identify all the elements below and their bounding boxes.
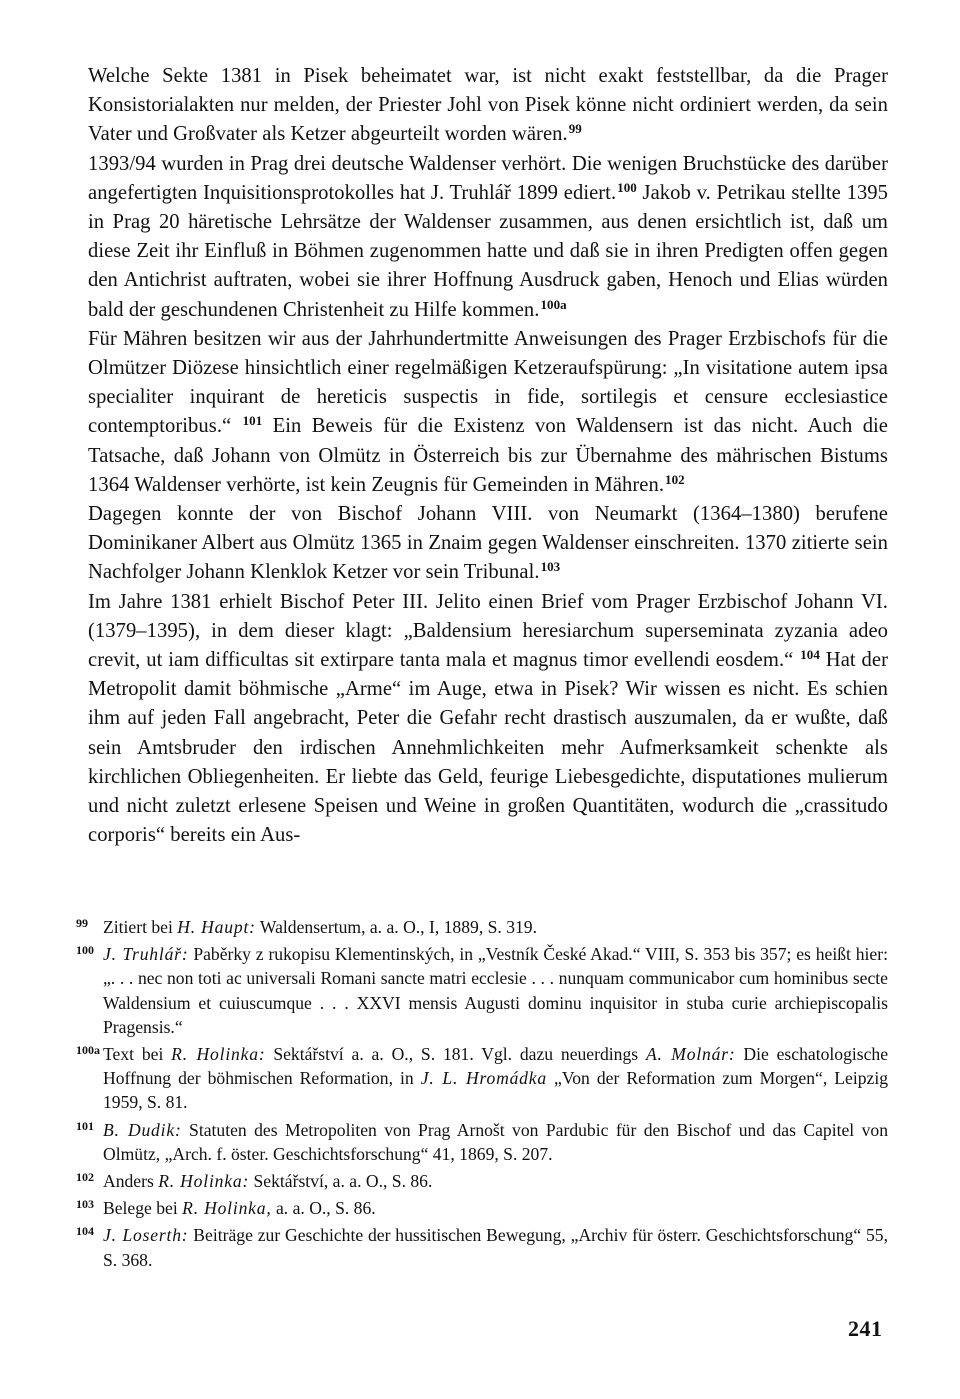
text-run: Belege bei	[103, 1198, 183, 1219]
text-run: Die eschatologische Hoffnung der böhmischen Reformation, in	[103, 1044, 889, 1089]
author-name: J. Loserth:	[103, 1225, 189, 1246]
footnote-reference: 100a	[540, 296, 567, 312]
footnote	[76, 915, 888, 939]
text-run: Paběrky z rukopisu Klementinských, in „Vestník České Akad.“ VIII, S. 353 bis 357; es heißt hier: „. . . nec non toti ac universali Romani sancte matri ecclesie . . . nunquam communicabor cum hominibus secte Waldensium et cuiuscumque . . . XXVI mensis Augusti dominu inquisitor in stuba curie archiepiscopalis Pragensis.“	[103, 944, 888, 1037]
text-run: Welche Sekte 1381 in Pisek beheimatet war, ist nicht exakt feststellbar, da die Prager Konsistorialakten nur melden, der Priester Johl von Pisek könne nicht ordiniert werden, da sein Vater und Großvater als Ketzer abgeurteilt worden wären.	[88, 65, 888, 146]
author-name: A. Molnár:	[645, 1044, 736, 1065]
text-run: Jakob v. Petrikau stellte 1395 in Prag 20 häretische Lehrsätze der Waldenser zusammen, aus denen ersichtlich ist, daß um diese Zeit ihr Einfluß in Böhmen zugenommen hatte und daß sie in ihren Predigten offen gegen den Antichrist auftraten, wobei sie ihrer Hoffnung Ausdruck gaben, Henoch und Elias würden bald der geschundenen Christenheit zu Hilfe kommen.	[88, 181, 888, 321]
text-run: Text bei	[103, 1044, 172, 1065]
footnote-number: 103	[76, 1197, 94, 1212]
footnote	[76, 1196, 888, 1220]
footnotes-block	[76, 915, 888, 1275]
author-name: R. Holinka:	[158, 1171, 250, 1192]
text-run: Sektářství, a. a. O., S. 86.	[249, 1171, 433, 1192]
footnote	[76, 1118, 888, 1166]
footnote-number: 99	[76, 916, 88, 930]
footnote-reference: 102	[665, 471, 685, 487]
footnote	[76, 1169, 888, 1193]
main-text-block	[88, 62, 888, 850]
author-name: H. Haupt:	[177, 917, 256, 937]
footnote-number: 104	[76, 1224, 94, 1239]
author-name: B. Dudik:	[103, 1119, 182, 1140]
footnote-reference: 103	[540, 559, 561, 575]
text-run: Hat der Metropolit damit böhmische „Arme“ im Auge, etwa in Pisek? Wir wissen es nicht. Es schien ihm auf jeden Fall angebracht, Peter die Gefahr recht drastisch auszumalen, da er wußte, daß sein Amtsbruder den irdischen Annehmlichkeiten mehr Aufmerksamkeit schenkte als kirchlichen Obliegenheiten. Er liebte das Geld, feurige Liebesgedichte, disputationes mulierum und nicht zuletzt erlesene Speisen und Weine in großen Quantitäten, wodurch die „crassitudo corporis“ bereits ein Aus-	[88, 649, 888, 847]
text-run: Sektářství a. a. O., S. 181. Vgl. dazu neuerdings	[265, 1044, 646, 1065]
footnote	[76, 1042, 888, 1115]
body-paragraph	[88, 588, 888, 851]
body-paragraph	[88, 500, 888, 588]
text-run: 1393/94 wurden in Prag drei deutsche Waldenser verhört. Die wenigen Bruchstücke des darüber angefertigten Inquisitionsprotokolles hat J. Truhlář 1899 ediert.	[88, 152, 888, 204]
footnote-number: 101	[76, 1118, 94, 1133]
footnote-number: 100a	[76, 1043, 100, 1058]
footnote	[76, 1223, 888, 1271]
text-run: Für Mähren besitzen wir aus der Jahrhundertmitte Anweisungen des Prager Erzbischofs für die Olmützer Diözese hinsichtlich einer regelmäßigen Ketzeraufspürung: „In visitatione autem ipsa specialiter inquirant de hereticis suspectis in fide, sortilegis et censure ecclesiastice contemptoribus.“	[88, 327, 888, 438]
text-run: „Von der Reformation zum Morgen“, Leipzig 1959, S. 81.	[103, 1068, 888, 1113]
text-run: Beiträge zur Geschichte der hussitischen Bewegung, „Archiv für österr. Geschichtsforschung“ 55, S. 368.	[103, 1225, 888, 1270]
author-name: R. Holinka,	[182, 1198, 272, 1219]
author-name: J. Truhlář:	[103, 944, 189, 965]
author-name: J. L. Hromádka	[420, 1068, 547, 1089]
footnote-reference: 99	[568, 121, 582, 137]
text-run: Ein Beweis für die Existenz von Waldensern ist das nicht. Auch die Tatsache, daß Johann von Olmütz in Österreich bis zur Übernahme des mährischen Bistums 1364 Waldenser verhörte, ist kein Zeugnis für Gemeinden in Mähren.	[88, 415, 888, 496]
footnote	[76, 942, 888, 1039]
page-number: 241	[848, 1316, 883, 1341]
footnote-reference: 104	[800, 647, 820, 663]
text-run: Anders	[103, 1171, 159, 1192]
author-name: R. Holinka:	[171, 1044, 266, 1065]
footnote-number: 102	[76, 1170, 94, 1185]
text-run: Zitiert bei	[103, 917, 178, 937]
footnote-reference: 100	[617, 179, 637, 195]
footnote-reference: 101	[242, 413, 263, 429]
text-run: Statuten des Metropoliten von Prag Arnošt von Pardubic für den Bischof und das Capitel von Olmütz, „Arch. f. öster. Geschichtsforschung“ 41, 1869, S. 207.	[103, 1119, 888, 1164]
text-run: a. a. O., S. 86.	[271, 1198, 376, 1219]
text-run: Waldensertum, a. a. O., I, 1889, S. 319.	[255, 917, 537, 937]
text-run: Dagegen konnte der von Bischof Johann VIII. von Neumarkt (1364–1380) berufene Dominikaner Albert aus Olmütz 1365 in Znaim gegen Waldenser einschreiten. 1370 zitierte sein Nachfolger Johann Klenklok Ketzer vor sein Tribunal.	[88, 503, 888, 584]
body-paragraph	[88, 150, 888, 325]
footnote-number: 100	[76, 943, 94, 958]
text-run: Im Jahre 1381 erhielt Bischof Peter III. Jelito einen Brief vom Prager Erzbischof Johann VI. (1379–1395), in dem dieser klagt: „Baldensium heresiarchum superseminata zyzania adeo crevit, ut iam difficultas sit extirpare tanta mala et magnus timor evellendi eosdem.“	[88, 590, 888, 672]
body-paragraph	[88, 325, 888, 500]
body-paragraph	[88, 62, 888, 150]
